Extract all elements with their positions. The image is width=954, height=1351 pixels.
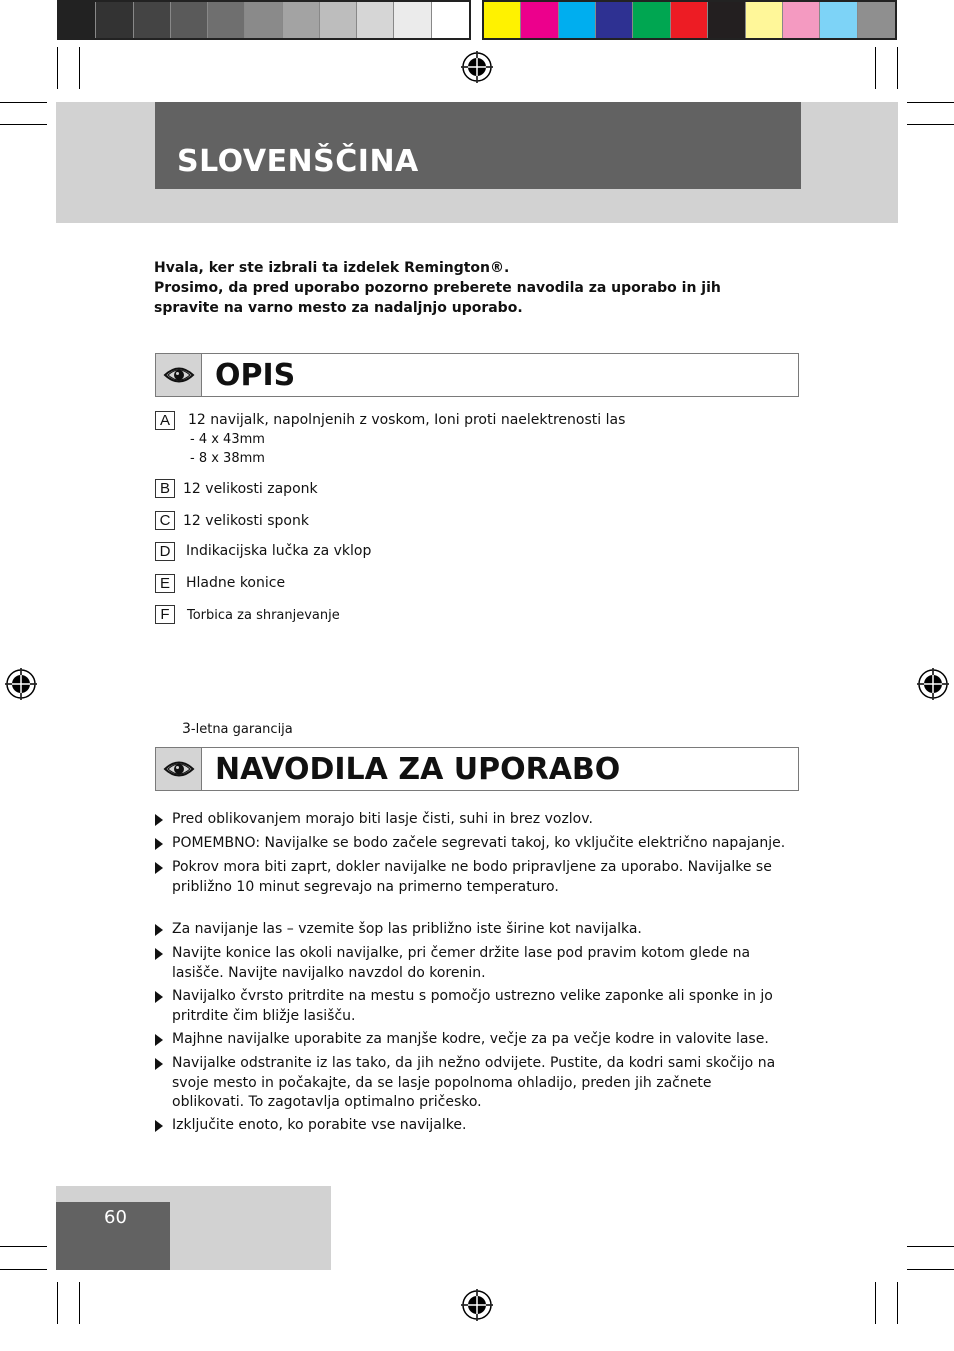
crop-mark — [897, 47, 898, 89]
crop-mark — [57, 47, 58, 89]
part-letter-d: D — [155, 542, 175, 561]
registration-mark-icon — [917, 668, 949, 700]
page-number: 60 — [104, 1207, 127, 1228]
bullet-arrow-icon — [155, 1034, 163, 1046]
crop-mark — [875, 47, 876, 89]
part-letter-e: E — [155, 574, 175, 593]
section-title: OPIS — [215, 358, 296, 393]
color-swatch — [820, 2, 857, 38]
part-description-f: Torbica za shranjevanje — [187, 608, 340, 623]
part-description-e: Hladne konice — [186, 575, 286, 591]
instruction-text: Navijalke odstranite iz las tako, da jih nežno odvijete. Pustite, da kodri sami skočijo na svoje mesto in počakajte, da se lasje popolnoma ohladijo, preden jih začnete oblikovati. To zagotavlja optimalno pričesko. — [172, 1055, 776, 1110]
color-swatch — [283, 2, 320, 38]
color-swatch — [432, 2, 469, 38]
bullet-arrow-icon — [155, 948, 163, 960]
crop-mark — [907, 124, 954, 125]
instruction-item — [155, 1030, 795, 1050]
instruction-text: Pokrov mora biti zaprt, dokler navijalke ne bodo pripravljene za uporabo. Navijalke se približno 10 minut segrevajo na primerno temperaturo. — [172, 859, 772, 895]
part-text: navijalk, napolnjenih z voskom, Ioni proti naelektrenosti las — [205, 412, 626, 428]
color-swatch — [484, 2, 521, 38]
instruction-item — [155, 920, 795, 940]
crop-mark — [897, 1282, 898, 1324]
warranty-text: -letna garancija — [190, 722, 293, 737]
instruction-text: Majhne navijalke uporabite za manjše kodre, večje za pa večje kodre in valovite lase. — [172, 1031, 769, 1047]
color-swatch — [394, 2, 431, 38]
color-swatch — [134, 2, 171, 38]
warranty-years: 3 — [182, 721, 191, 737]
eye-icon — [156, 748, 202, 790]
part-size: - 8 x 38mm — [190, 451, 265, 466]
eye-icon — [156, 354, 202, 396]
crop-mark — [79, 47, 80, 89]
part-letter-c: C — [155, 511, 175, 530]
crop-mark — [907, 1269, 954, 1270]
instruction-item — [155, 834, 795, 854]
part-letter-f: F — [155, 605, 175, 624]
crop-mark — [79, 1282, 80, 1324]
instruction-text: Za navijanje las – vzemite šop las približno iste širine kot navijalka. — [172, 921, 642, 937]
part-text: velikosti zaponk — [200, 481, 318, 497]
color-swatch — [320, 2, 357, 38]
color-swatch — [245, 2, 282, 38]
color-swatch — [708, 2, 745, 38]
bullet-arrow-icon — [155, 814, 163, 826]
instruction-item — [155, 987, 775, 1026]
registration-mark-icon — [461, 1289, 493, 1321]
part-description-a — [188, 411, 625, 430]
bullet-arrow-icon — [155, 1120, 163, 1132]
crop-mark — [57, 1282, 58, 1324]
crop-mark — [875, 1282, 876, 1324]
grayscale-color-bar — [57, 0, 471, 40]
section-header-opis — [155, 353, 799, 397]
process-color-bar — [482, 0, 897, 40]
instruction-text: Izključite enoto, ko porabite vse navijalke. — [172, 1117, 467, 1133]
color-swatch — [671, 2, 708, 38]
color-swatch — [59, 2, 96, 38]
part-count: 12 — [183, 513, 201, 529]
part-description-c — [183, 512, 309, 531]
bullet-arrow-icon — [155, 838, 163, 850]
part-letter-b: B — [155, 479, 175, 498]
crop-mark — [0, 102, 47, 103]
warranty-note — [182, 721, 293, 737]
part-description-b — [183, 480, 318, 499]
color-swatch — [633, 2, 670, 38]
color-swatch — [596, 2, 633, 38]
bullet-arrow-icon — [155, 991, 163, 1003]
part-count: 12 — [183, 481, 201, 497]
instruction-text: Pred oblikovanjem morajo biti lasje čisti, suhi in brez vozlov. — [172, 811, 593, 827]
part-text: velikosti sponk — [200, 513, 309, 529]
color-swatch — [171, 2, 208, 38]
registration-mark-icon — [461, 51, 493, 83]
crop-mark — [907, 102, 954, 103]
registration-mark-icon — [5, 668, 37, 700]
instruction-item — [155, 944, 755, 983]
intro-line: spravite na varno mesto za nadaljnjo uporabo. — [154, 300, 523, 316]
instruction-text: POMEMBNO: Navijalke se bodo začele segrevati takoj, ko vključite električno napajanje. — [172, 835, 786, 851]
color-swatch — [357, 2, 394, 38]
instruction-item — [155, 1116, 795, 1136]
part-description-d: Indikacijska lučka za vklop — [186, 543, 372, 559]
crop-mark — [0, 124, 47, 125]
color-swatch — [559, 2, 596, 38]
instruction-item — [155, 1054, 780, 1113]
section-title: NAVODILA ZA UPORABO — [215, 752, 621, 787]
crop-mark — [907, 1246, 954, 1247]
crop-mark — [0, 1269, 47, 1270]
bullet-arrow-icon — [155, 1058, 163, 1070]
instruction-text: Navijte konice las okoli navijalke, pri čemer držite lase pod pravim kotom glede na lasišče. Navijte navijalko navzdol do korenin. — [172, 945, 751, 981]
part-size: - 4 x 43mm — [190, 432, 265, 447]
page-title: SLOVENŠČINA — [177, 144, 419, 179]
part-count: 12 — [188, 412, 206, 428]
color-swatch — [746, 2, 783, 38]
color-swatch — [208, 2, 245, 38]
crop-mark — [0, 1246, 47, 1247]
part-letter-a: A — [155, 411, 175, 430]
intro-text — [154, 258, 774, 318]
instruction-item — [155, 858, 775, 897]
color-swatch — [521, 2, 558, 38]
bullet-arrow-icon — [155, 862, 163, 874]
instruction-item — [155, 810, 795, 830]
section-header-navodila — [155, 747, 799, 791]
color-swatch — [783, 2, 820, 38]
color-swatch — [96, 2, 133, 38]
color-swatch — [858, 2, 895, 38]
instruction-text: Navijalko čvrsto pritrdite na mestu s pomočjo ustrezno velike zaponke ali sponke in jo pritrdite čim bližje lasišču. — [172, 988, 773, 1024]
intro-line: Prosimo, da pred uporabo pozorno preberete navodila za uporabo in jih — [154, 280, 721, 296]
bullet-arrow-icon — [155, 924, 163, 936]
intro-line: Hvala, ker ste izbrali ta izdelek Remington®. — [154, 260, 510, 276]
